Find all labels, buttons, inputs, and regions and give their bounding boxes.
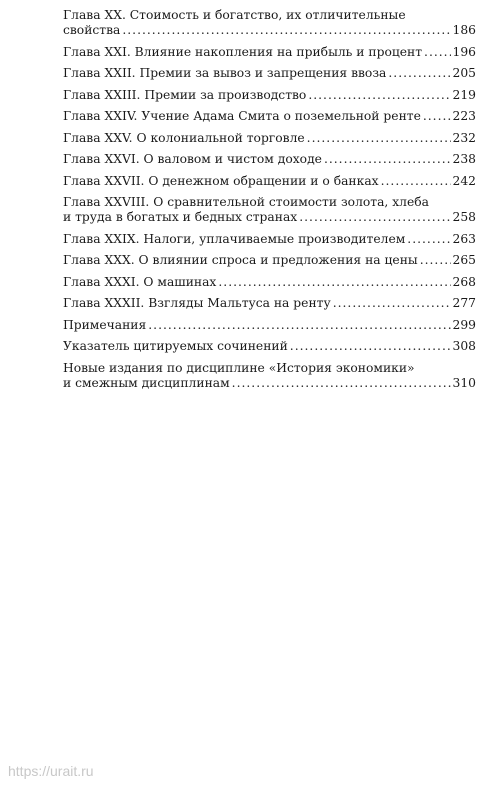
toc-entry[interactable]: [63, 232, 476, 247]
toc-entry[interactable]: [63, 131, 476, 146]
dot-leader: [423, 109, 451, 124]
toc-page-number: 258: [452, 210, 476, 224]
toc-entry[interactable]: [63, 174, 476, 189]
toc-page-number: 196: [452, 44, 476, 59]
dot-leader: [420, 253, 451, 268]
toc-entry-title: Глава XXIX. Налоги, уплачиваемые производителем: [63, 231, 406, 246]
dot-leader: [381, 174, 451, 189]
toc-entry[interactable]: [63, 361, 476, 391]
toc-entry-title: Глава XXIII. Премии за производство: [63, 87, 307, 102]
toc-page-number: 223: [452, 109, 476, 123]
toc-entry[interactable]: [63, 8, 476, 38]
toc-entry[interactable]: [63, 318, 476, 333]
toc-page-number: 219: [452, 87, 476, 102]
dot-leader: [148, 318, 450, 333]
toc-entry[interactable]: [63, 88, 476, 103]
dot-leader: [232, 376, 451, 391]
toc-page-number: 238: [452, 152, 476, 166]
toc-entry-title: Глава XXIV. Учение Адама Смита о поземельной ренте: [63, 109, 421, 123]
dot-leader: [388, 66, 450, 81]
toc-page-number: 205: [452, 66, 476, 80]
dot-leader: [424, 45, 450, 60]
toc-entry[interactable]: [63, 275, 476, 290]
dot-leader: [122, 23, 450, 38]
toc-entry-title: Глава XXXII. Взгляды Мальтуса на ренту: [63, 296, 331, 310]
dot-leader: [407, 232, 450, 247]
toc-entry-title: Глава XXI. Влияние накопления на прибыль и процент: [63, 44, 423, 59]
toc-page-number: 299: [452, 317, 476, 332]
dot-leader: [299, 210, 450, 225]
toc-page-number: 263: [452, 231, 476, 246]
dot-leader: [324, 152, 451, 167]
toc-page-number: 310: [452, 375, 476, 390]
toc-page-number: 277: [452, 296, 476, 310]
toc-entry-title: и смежным дисциплинам: [63, 375, 230, 390]
toc-entry-title: Примечания: [63, 317, 147, 332]
toc-entry[interactable]: [63, 152, 476, 167]
dot-leader: [218, 275, 450, 290]
dot-leader: [308, 88, 450, 103]
toc-page-number: 232: [452, 130, 476, 145]
dot-leader: [307, 131, 451, 146]
toc-entry[interactable]: [63, 195, 476, 225]
toc-page-number: 242: [452, 173, 476, 188]
toc-entry[interactable]: [63, 109, 476, 124]
toc-entry-title: и труда в богатых и бедных странах: [63, 210, 298, 224]
toc-page-number: 308: [452, 339, 476, 353]
toc-entry-title: Глава XXX. О влиянии спроса и предложения на цены: [63, 253, 418, 267]
dot-leader: [333, 296, 451, 311]
toc-entry-title: Глава XXVI. О валовом и чистом доходе: [63, 152, 322, 166]
toc-entry[interactable]: [63, 296, 476, 311]
toc-entry[interactable]: [63, 45, 476, 60]
toc-entry-title-first-line: Глава XXVIII. О сравнительной стоимости золота, хлеба: [63, 195, 430, 209]
toc-entry[interactable]: [63, 339, 476, 354]
toc-entry-title: Глава XXII. Премии за вывоз и запрещения ввоза: [63, 66, 387, 80]
toc-entry-title: свойства: [63, 23, 121, 37]
toc-entry[interactable]: [63, 66, 476, 81]
table-of-contents: [63, 8, 476, 397]
watermark-url: https://urait.ru: [8, 763, 94, 779]
toc-page-number: 186: [452, 23, 476, 37]
toc-entry-title: Глава XXVII. О денежном обращении и о банках: [63, 173, 379, 188]
toc-entry-title: Указатель цитируемых сочинений: [63, 339, 288, 353]
toc-entry-title: Глава XXXI. О машинах: [63, 274, 217, 289]
dot-leader: [290, 339, 451, 354]
toc-page-number: 265: [452, 253, 476, 267]
toc-entry[interactable]: [63, 253, 476, 268]
toc-entry-title-first-line: Новые издания по дисциплине «История экономики»: [63, 360, 415, 375]
toc-entry-title-first-line: Глава XX. Стоимость и богатство, их отличительные: [63, 8, 406, 22]
toc-entry-title: Глава XXV. О колониальной торговле: [63, 130, 305, 145]
toc-page-number: 268: [452, 274, 476, 289]
